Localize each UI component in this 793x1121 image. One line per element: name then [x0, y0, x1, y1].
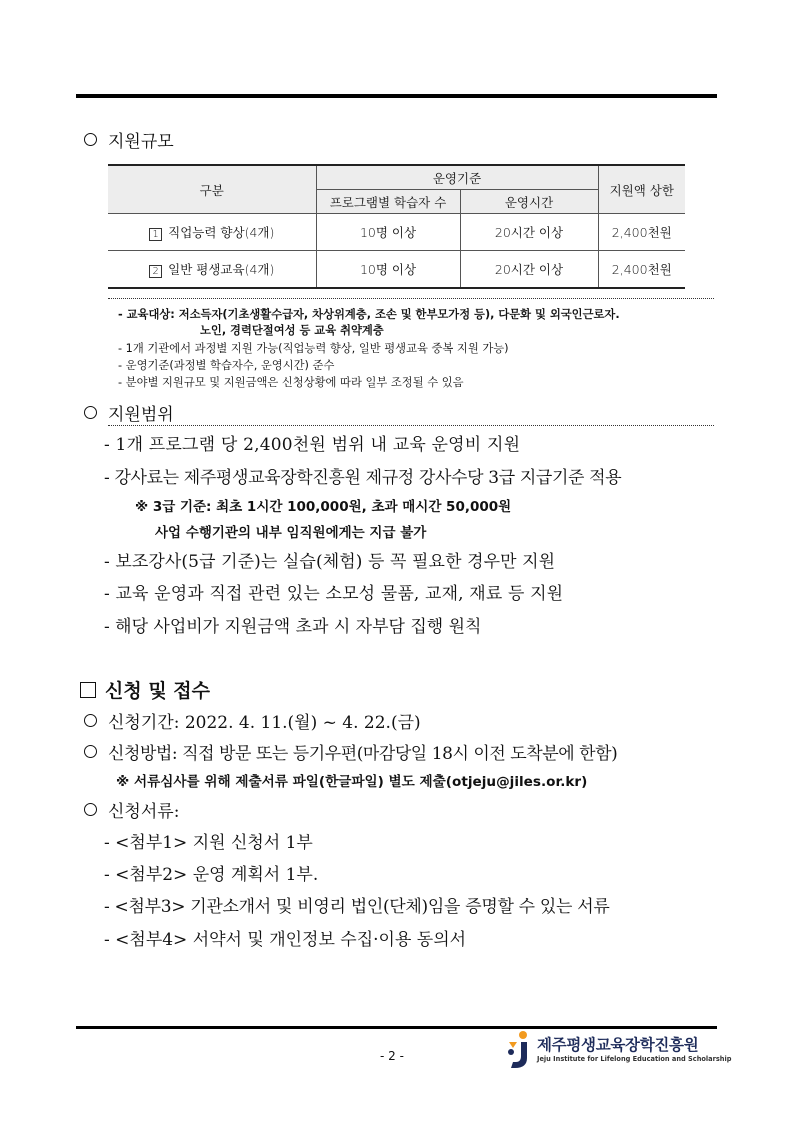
numbered-box-icon: 1	[149, 228, 162, 241]
org-logo-icon	[503, 1030, 533, 1070]
row-amount: 2,400천원	[598, 214, 685, 251]
heading-support-range: 지원범위	[84, 406, 174, 424]
org-name: 제주평생교육장학진흥원	[537, 1036, 699, 1054]
row-hours: 20시간 이상	[460, 251, 598, 289]
table-header-row	[108, 165, 685, 190]
range-item: - 강사료는 제주평생교육장학진흥원 제규정 강사수당 3급 지급기준 적용	[104, 468, 622, 488]
square-bullet-icon	[80, 682, 96, 698]
support-scale-table	[108, 164, 685, 289]
circle-bullet-icon	[84, 406, 97, 419]
range-item: - 교육 운영과 직접 관련 있는 소모성 물품, 교재, 재료 등 지원	[104, 584, 564, 604]
range-item: - 1개 프로그램 당 2,400천원 범위 내 교육 운영비 지원	[104, 435, 521, 455]
apply-period: 신청기간: 2022. 4. 11.(월) ~ 4. 22.(금)	[84, 714, 421, 732]
doc-item: - <첨부1> 지원 신청서 1부	[104, 833, 313, 853]
row-learners: 10명 이상	[316, 251, 460, 289]
note-item: - 1개 기관에서 과정별 지원 가능(직업능력 향상, 일반 평생교육 중복 지원 가능)	[118, 342, 509, 355]
page-number: - 2 -	[380, 1049, 404, 1063]
note-item: - 분야별 지원규모 및 지원금액은 신청상황에 따라 일부 조정될 수 있음	[118, 376, 464, 389]
note-item: - 운영기준(과정별 학습자수, 운영시간) 준수	[118, 359, 335, 372]
note-target-line2: 노인, 경력단절여성 등 교육 취약계층	[200, 324, 384, 337]
header-operation-criteria: 운영기준	[316, 165, 598, 190]
footer-rule	[76, 1026, 717, 1029]
org-logo	[503, 1030, 732, 1074]
circle-bullet-icon	[84, 133, 97, 146]
circle-bullet-icon	[84, 714, 97, 727]
header-rule	[76, 94, 717, 98]
header-max-support: 지원액 상한	[598, 165, 685, 214]
range-item: - 해당 사업비가 지원금액 초과 시 자부담 집행 원칙	[104, 617, 482, 637]
section-title-apply: 신청 및 접수	[80, 682, 210, 701]
apply-docs-title: 신청서류:	[84, 803, 179, 821]
heading-support-scale: 지원규모	[84, 133, 174, 151]
star-note-line2: 사업 수행기관의 내부 임직원에게는 지급 불가	[155, 525, 427, 541]
doc-item: - <첨부4> 서약서 및 개인정보 수집·이용 동의서	[104, 930, 467, 950]
row-learners: 10명 이상	[316, 214, 460, 251]
star-note-line1: ※ 3급 기준: 최초 1시간 100,000원, 초과 매시간 50,000원	[135, 499, 512, 515]
row-category: 2 일반 평생교육(4개)	[108, 251, 316, 289]
circle-bullet-icon	[84, 745, 97, 758]
doc-item: - <첨부3> 기관소개서 및 비영리 법인(단체)임을 증명할 수 있는 서류	[104, 897, 610, 917]
notes-box	[108, 298, 714, 426]
numbered-box-icon: 2	[149, 265, 162, 278]
apply-method-note: ※ 서류심사를 위해 제출서류 파일(한글파일) 별도 제출(otjeju@jiles.or.kr)	[116, 774, 588, 790]
org-english-name: Jeju Institute for Lifelong Education and Scholarship	[537, 1055, 732, 1063]
header-learners: 프로그램별 학습자 수	[316, 190, 460, 214]
header-hours: 운영시간	[460, 190, 598, 214]
table-row	[108, 214, 685, 251]
note-target-line1: - 교육대상: 저소득자(기초생활수급자, 차상위계층, 조손 및 한부모가정 등), 다문화 및 외국인근로자.	[118, 308, 620, 321]
row-category: 1 직업능력 향상(4개)	[108, 214, 316, 251]
doc-item: - <첨부2> 운영 계획서 1부.	[104, 865, 319, 885]
apply-method: 신청방법: 직접 방문 또는 등기우편(마감당일 18시 이전 도착분에 한함)	[84, 745, 617, 763]
row-hours: 20시간 이상	[460, 214, 598, 251]
table-row	[108, 251, 685, 289]
header-category: 구분	[108, 165, 316, 214]
circle-bullet-icon	[84, 803, 97, 816]
range-item: - 보조강사(5급 기준)는 실습(체험) 등 꼭 필요한 경우만 지원	[104, 552, 556, 572]
row-amount: 2,400천원	[598, 251, 685, 289]
